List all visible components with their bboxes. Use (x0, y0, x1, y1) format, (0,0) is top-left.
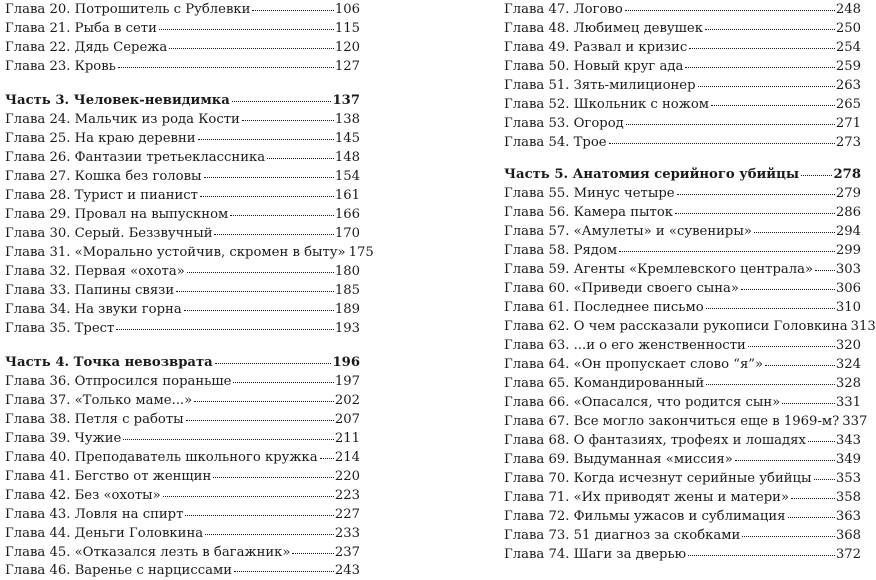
toc-entry-page: 127 (334, 59, 360, 74)
toc-entry-title: Глава 25. На краю деревни (5, 131, 196, 146)
toc-entry-page: 331 (835, 395, 861, 410)
toc-entry[interactable] (5, 186, 360, 205)
toc-entry[interactable] (5, 262, 360, 281)
toc-entry-title: Глава 41. Бегство от женщин (5, 469, 212, 484)
toc-entry[interactable] (504, 374, 861, 393)
toc-entry-page: 154 (334, 169, 360, 184)
toc-part-title: Часть 5. Анатомия серийного убийцы (504, 167, 800, 182)
toc-entry[interactable] (5, 543, 360, 562)
toc-entry-title: Глава 24. Мальчик из рода Кости (5, 112, 240, 127)
toc-entry-page: 223 (334, 488, 360, 503)
toc-entry-page: 310 (835, 300, 861, 315)
toc-entry-page: 227 (334, 507, 360, 522)
toc-entry-title: Глава 20. Потрошитель с Рублевки (5, 2, 251, 17)
toc-entry[interactable] (504, 412, 868, 431)
toc-dot-leader (814, 479, 835, 480)
toc-dot-leader (677, 194, 835, 195)
toc-entry-page: 185 (334, 283, 360, 298)
toc-dot-leader (765, 365, 835, 366)
toc-entry[interactable] (5, 561, 360, 580)
toc-entry[interactable] (5, 300, 360, 319)
toc-entry[interactable] (5, 57, 360, 76)
toc-dot-leader (609, 143, 835, 144)
toc-entry-page: 306 (835, 281, 861, 296)
toc-dot-leader (214, 234, 333, 235)
toc-dot-leader (705, 29, 835, 30)
toc-dot-leader (706, 308, 835, 309)
toc-dot-leader (320, 458, 334, 459)
toc-entry-page: 279 (835, 186, 861, 201)
toc-dot-leader (808, 441, 835, 442)
toc-entry-page: 353 (835, 471, 861, 486)
toc-part-title: Часть 4. Точка невозврата (5, 355, 213, 370)
toc-entry-title: Глава 32. Первая «охота» (5, 264, 185, 279)
toc-dot-leader (233, 382, 333, 383)
toc-entry[interactable] (504, 336, 861, 355)
toc-entry-title: Глава 62. О чем рассказали рукописи Головкина (504, 319, 848, 334)
toc-entry-page: 259 (835, 59, 861, 74)
toc-part-page: 196 (332, 355, 360, 370)
toc-part-heading[interactable] (504, 165, 861, 184)
toc-dot-leader (186, 420, 334, 421)
toc-entry-page: 271 (835, 116, 861, 131)
toc-entry-title: Глава 52. Школьник с ножом (504, 97, 710, 112)
toc-entry-page: 286 (835, 205, 861, 220)
toc-entry[interactable] (504, 95, 861, 114)
toc-entry[interactable] (5, 448, 360, 467)
toc-dot-leader (748, 346, 835, 347)
toc-entry-page: 189 (334, 302, 360, 317)
toc-entry[interactable] (504, 545, 861, 564)
toc-entry-title: Глава 29. Провал на выпускном (5, 207, 229, 222)
toc-entry-title: Глава 49. Развал и кризис (504, 40, 688, 55)
toc-entry[interactable] (5, 391, 360, 410)
toc-entry-page: 313 (850, 319, 876, 334)
toc-entry[interactable] (504, 526, 861, 545)
toc-entry-page: 202 (334, 393, 360, 408)
toc-entry-title: Глава 69. Выдуманная «миссия» (504, 452, 733, 467)
toc-entry-page: 161 (334, 188, 360, 203)
toc-dot-leader (706, 384, 835, 385)
toc-entry[interactable] (504, 298, 861, 317)
toc-entry-page: 115 (334, 21, 360, 36)
toc-entry-page: 294 (835, 224, 861, 239)
toc-entry-page: 349 (835, 452, 861, 467)
toc-dot-leader (213, 477, 334, 478)
toc-entry[interactable] (5, 429, 360, 448)
toc-entry-page: 175 (348, 245, 374, 260)
toc-entry[interactable] (5, 243, 374, 262)
toc-entry-title: Глава 55. Минус четыре (504, 186, 675, 201)
toc-dot-leader (242, 120, 334, 121)
toc-entry-title: Глава 45. «Отказался лезть в багажник» (5, 545, 291, 560)
toc-dot-leader (292, 553, 333, 554)
toc-entry[interactable] (504, 317, 876, 336)
toc-dot-leader (252, 10, 333, 11)
toc-entry-title: Глава 59. Агенты «Кремлевского централа» (504, 262, 814, 277)
toc-dot-leader (205, 534, 334, 535)
toc-entry-page: 368 (835, 528, 861, 543)
toc-entry-page: 180 (334, 264, 360, 279)
toc-entry-title: Глава 50. Новый круг ада (504, 59, 684, 74)
toc-entry[interactable] (5, 467, 360, 486)
toc-dot-leader (619, 251, 835, 252)
toc-entry-title: Глава 30. Серый. Беззвучный (5, 226, 213, 241)
toc-entry-title: Глава 70. Когда исчезнут серийные убийцы (504, 471, 812, 486)
toc-entry-page: 265 (835, 97, 861, 112)
toc-dot-leader (689, 48, 835, 49)
toc-entry-page: 343 (835, 433, 861, 448)
toc-entry-page: 138 (334, 112, 360, 127)
toc-entry-title: Глава 74. Шаги за дверью (504, 547, 687, 562)
toc-entry[interactable] (504, 488, 861, 507)
toc-entry-page: 358 (835, 490, 861, 505)
toc-dot-leader (267, 158, 334, 159)
toc-entry[interactable] (504, 469, 861, 488)
toc-entry-page: 207 (334, 412, 360, 427)
toc-entry[interactable] (5, 410, 360, 429)
toc-dot-leader (742, 536, 835, 537)
toc-entry-title: Глава 58. Рядом (504, 243, 618, 258)
toc-entry-title: Глава 64. «Он пропускает слово “я”» (504, 357, 764, 372)
toc-entry-title: Глава 51. Зять-милиционер (504, 78, 696, 93)
toc-entry-title: Глава 33. Папины связи (5, 283, 175, 298)
toc-dot-leader (159, 29, 334, 30)
toc-entry[interactable] (504, 507, 861, 526)
toc-entry[interactable] (504, 355, 861, 374)
toc-entry-page: 106 (334, 2, 360, 17)
toc-entry-page: 197 (334, 374, 360, 389)
toc-entry-page: 299 (835, 243, 861, 258)
toc-entry-title: Глава 56. Камера пыток (504, 205, 674, 220)
toc-dot-leader (118, 67, 334, 68)
toc-dot-leader (163, 496, 334, 497)
toc-entry[interactable] (504, 114, 861, 133)
toc-entry[interactable] (5, 0, 360, 19)
toc-entry[interactable] (504, 57, 861, 76)
toc-dot-leader (176, 291, 334, 292)
toc-entry-title: Глава 39. Чужие (5, 431, 122, 446)
toc-part-page: 137 (332, 93, 360, 108)
toc-entry-title: Глава 46. Варенье с нарциссами (5, 563, 233, 578)
toc-entry-page: 237 (334, 545, 360, 560)
toc-entry-title: Глава 48. Любимец девушек (504, 21, 703, 36)
toc-entry[interactable] (5, 38, 360, 57)
toc-part-heading[interactable] (5, 353, 360, 372)
toc-entry[interactable] (5, 372, 360, 391)
toc-part-page: 278 (833, 167, 861, 182)
toc-dot-leader (204, 177, 334, 178)
toc-entry[interactable] (504, 0, 861, 19)
toc-entry-title: Глава 47. Логово (504, 2, 623, 17)
toc-entry-page: 233 (334, 526, 360, 541)
toc-entry-page: 243 (334, 563, 360, 578)
toc-entry-title: Глава 73. 51 диагноз за скобками (504, 528, 741, 543)
toc-entry-title: Глава 28. Турист и пианист (5, 188, 198, 203)
toc-entry-page: 303 (835, 262, 861, 277)
toc-dot-leader (782, 403, 835, 404)
toc-dot-leader (184, 310, 334, 311)
toc-dot-leader (200, 196, 334, 197)
toc-entry[interactable] (504, 260, 861, 279)
toc-entry-title: Глава 22. Дядь Сережа (5, 40, 168, 55)
toc-dot-leader (232, 101, 332, 102)
toc-entry-title: Глава 23. Кровь (5, 59, 116, 74)
toc-dot-leader (741, 289, 835, 290)
toc-dot-leader (230, 215, 334, 216)
toc-entry[interactable] (504, 222, 861, 241)
toc-dot-leader (685, 67, 834, 68)
toc-entry[interactable] (5, 167, 360, 186)
toc-dot-leader (187, 272, 334, 273)
toc-entry-title: Глава 67. Все могло закончиться еще в 1969-м? (504, 414, 840, 429)
toc-entry-page: 320 (835, 338, 861, 353)
toc-entry-page: 254 (835, 40, 861, 55)
toc-part-heading[interactable] (5, 91, 360, 110)
toc-entry-title: Глава 71. «Их приводят жены и матери» (504, 490, 790, 505)
toc-entry-title: Глава 38. Петля с работы (5, 412, 184, 427)
toc-entry-page: 248 (835, 2, 861, 17)
toc-entry-page: 263 (835, 78, 861, 93)
toc-entry[interactable] (504, 76, 861, 95)
toc-entry[interactable] (5, 110, 360, 129)
toc-entry-page: 148 (334, 150, 360, 165)
toc-dot-leader (675, 213, 835, 214)
toc-entry-title: Глава 34. На звуки горна (5, 302, 182, 317)
toc-entry-title: Глава 43. Ловля на спирт (5, 507, 184, 522)
toc-entry-title: Глава 40. Преподаватель школьного кружка (5, 450, 318, 465)
toc-entry[interactable] (504, 241, 861, 260)
toc-entry[interactable] (504, 19, 861, 38)
toc-entry-title: Глава 35. Трест (5, 321, 115, 336)
toc-entry[interactable] (5, 281, 360, 300)
toc-dot-leader (801, 175, 832, 176)
toc-entry-title: Глава 36. Отпросился пораньше (5, 374, 232, 389)
toc-entry[interactable] (504, 133, 861, 152)
toc-entry-title: Глава 21. Рыба в сети (5, 21, 157, 36)
toc-entry-page: 193 (334, 321, 360, 336)
toc-entry[interactable] (504, 431, 861, 450)
toc-entry-title: Глава 66. «Опасался, что родится сын» (504, 395, 781, 410)
toc-dot-leader (711, 105, 835, 106)
toc-dot-leader (234, 571, 334, 572)
toc-entry-page: 337 (842, 414, 868, 429)
toc-dot-leader (215, 363, 332, 364)
toc-part-title: Часть 3. Человек-невидимка (5, 93, 230, 108)
toc-entry-title: Глава 61. Последнее письмо (504, 300, 704, 315)
toc-entry[interactable] (5, 505, 360, 524)
toc-entry-page: 211 (334, 431, 360, 446)
toc-entry-title: Глава 53. Огород (504, 116, 624, 131)
toc-entry[interactable] (504, 279, 861, 298)
toc-entry-title: Глава 54. Трое (504, 135, 607, 150)
toc-entry-title: Глава 63. ...и о его женственности (504, 338, 746, 353)
toc-dot-leader (698, 86, 835, 87)
toc-entry-title: Глава 57. «Амулеты» и «сувениры» (504, 224, 752, 239)
toc-entry-title: Глава 37. «Только маме...» (5, 393, 193, 408)
toc-entry-page: 170 (334, 226, 360, 241)
toc-entry-title: Глава 27. Кошка без головы (5, 169, 202, 184)
toc-entry[interactable] (5, 19, 360, 38)
toc-entry[interactable] (504, 393, 861, 412)
toc-entry[interactable] (504, 203, 861, 222)
toc-entry[interactable] (5, 129, 360, 148)
toc-entry[interactable] (5, 524, 360, 543)
toc-entry-title: Глава 31. «Морально устойчив, скромен в быту» (5, 245, 346, 260)
toc-entry-title: Глава 65. Командированный (504, 376, 705, 391)
toc-entry-page: 120 (334, 40, 360, 55)
toc-dot-leader (194, 401, 334, 402)
toc-entry-page: 328 (835, 376, 861, 391)
toc-entry-title: Глава 68. О фантазиях, трофеях и лошадях (504, 433, 806, 448)
toc-dot-leader (198, 139, 334, 140)
toc-dot-leader (169, 48, 334, 49)
toc-entry-page: 273 (835, 135, 861, 150)
toc-entry-title: Глава 72. Фильмы ужасов и сублимация (504, 509, 786, 524)
toc-entry-page: 250 (835, 21, 861, 36)
toc-entry-page: 145 (334, 131, 360, 146)
toc-entry[interactable] (5, 205, 360, 224)
toc-dot-leader (788, 517, 835, 518)
toc-entry-title: Глава 26. Фантазии третьеклассника (5, 150, 266, 165)
toc-dot-leader (185, 515, 333, 516)
toc-entry[interactable] (504, 38, 861, 57)
toc-dot-leader (754, 232, 835, 233)
toc-entry-title: Глава 44. Деньги Головкина (5, 526, 204, 541)
toc-entry[interactable] (5, 486, 360, 505)
toc-entry-page: 324 (835, 357, 861, 372)
toc-entry-page: 363 (835, 509, 861, 524)
toc-entry[interactable] (5, 319, 360, 338)
toc-dot-leader (815, 270, 835, 271)
toc-entry[interactable] (504, 450, 861, 469)
toc-entry-page: 214 (334, 450, 360, 465)
toc-dot-leader (688, 555, 835, 556)
toc-dot-leader (625, 10, 835, 11)
toc-entry-title: Глава 42. Без «охоты» (5, 488, 161, 503)
toc-entry-page: 372 (835, 547, 861, 562)
toc-entry-page: 166 (334, 207, 360, 222)
toc-dot-leader (791, 498, 835, 499)
toc-dot-leader (123, 439, 334, 440)
toc-dot-leader (626, 124, 835, 125)
toc-dot-leader (116, 329, 333, 330)
toc-dot-leader (735, 460, 835, 461)
toc-entry[interactable] (504, 184, 861, 203)
toc-entry[interactable] (5, 224, 360, 243)
toc-entry-page: 220 (334, 469, 360, 484)
toc-entry-title: Глава 60. «Приведи своего сына» (504, 281, 739, 296)
toc-entry[interactable] (5, 148, 360, 167)
